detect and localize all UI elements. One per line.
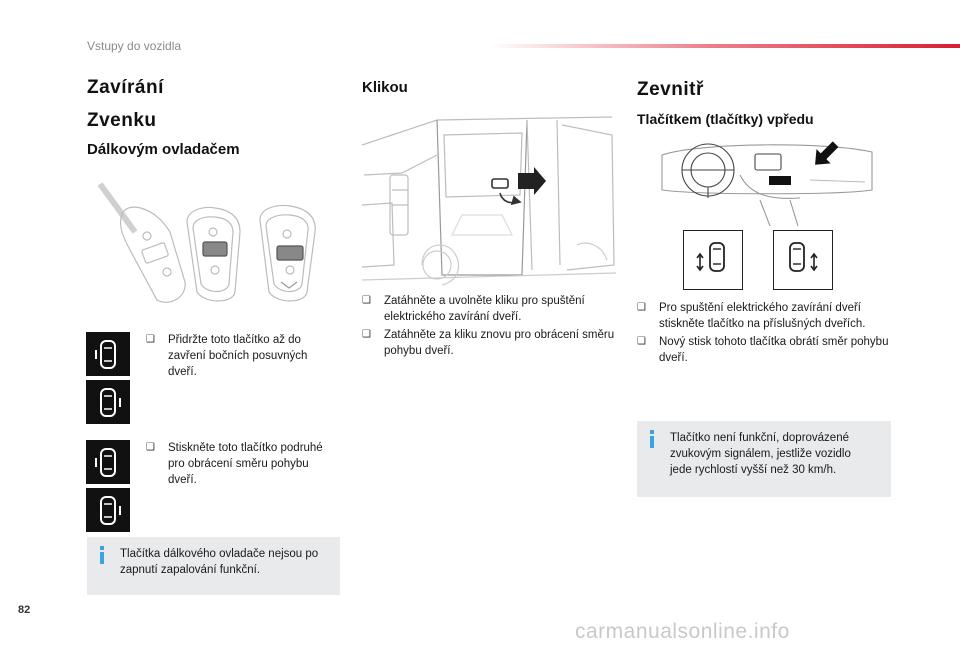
list-item: ❑ Zatáhněte a uvolněte kliku pro spuštění elektrického zavírání dveří. [362, 295, 585, 323]
inside-instructions [637, 300, 891, 368]
instruction-hold: ❑ Přidržte toto tlačítko až do zavření bočních posuvných dveří. [146, 334, 308, 378]
bullet-icon: ❑ [362, 295, 371, 306]
watermark: carmanualsonline.info [575, 620, 790, 643]
bullet-icon: ❑ [362, 329, 371, 340]
van-door-handle-illustration [362, 115, 616, 287]
info-box-speed [637, 421, 891, 497]
sliding-door-left-icon [86, 440, 130, 484]
info-text: Tlačítka dálkového ovladače nejsou po zapnutí zapalování funkční. [120, 548, 319, 576]
list-item: ❑ Pro spuštění elektrického zavírání dveří stiskněte tlačítko na příslušných dveřích. [637, 302, 866, 330]
info-icon [645, 430, 659, 448]
remote-button-icon [86, 332, 130, 376]
bullet-icon: ❑ [146, 442, 155, 453]
heading-outside: Zvenku [87, 110, 157, 131]
page-number: 82 [18, 604, 31, 616]
bullet-icon: ❑ [637, 302, 646, 313]
instruction-press-again: ❑ Stiskněte toto tlačítko podruhé pro obrácení směru pohybu dveří. [146, 442, 323, 486]
heading-by-handle: Klikou [362, 79, 408, 96]
bullet-icon: ❑ [146, 334, 155, 345]
heading-closing: Zavírání [87, 77, 164, 98]
info-box-remote [87, 537, 340, 595]
remote-button-icon [86, 380, 130, 424]
header-accent-bar [490, 44, 960, 48]
section-title: Vstupy do vozidla [87, 39, 182, 53]
remote-button-icon [86, 440, 130, 484]
heading-inside: Zevnitř [637, 79, 704, 100]
handle-instructions [362, 293, 616, 361]
sliding-door-right-icon [86, 380, 130, 424]
list-item: ❑ Nový stisk tohoto tlačítka obrátí směr pohybu dveří. [637, 336, 889, 364]
info-text: Tlačítko není funkční, doprovázené zvukovým signálem, jestliže vozidlo jede rychlostí vyšší než 30 km/h. [670, 432, 851, 476]
door-button-left-icon [683, 230, 743, 290]
remote-keys-illustration [95, 172, 335, 312]
list-item: ❑ Zatáhněte za kliku znovu pro obrácení směru pohybu dveří. [362, 329, 615, 357]
heading-remote-control: Dálkovým ovladačem [87, 141, 240, 158]
bullet-icon: ❑ [637, 336, 646, 347]
info-icon [95, 546, 109, 564]
door-button-right-icon [773, 230, 833, 290]
remote-button-icon [86, 488, 130, 532]
sliding-door-right-icon [86, 488, 130, 532]
sliding-door-left-icon [86, 332, 130, 376]
dashboard-illustration [660, 140, 874, 226]
heading-front-buttons: Tlačítkem (tlačítky) vpředu [637, 111, 814, 127]
